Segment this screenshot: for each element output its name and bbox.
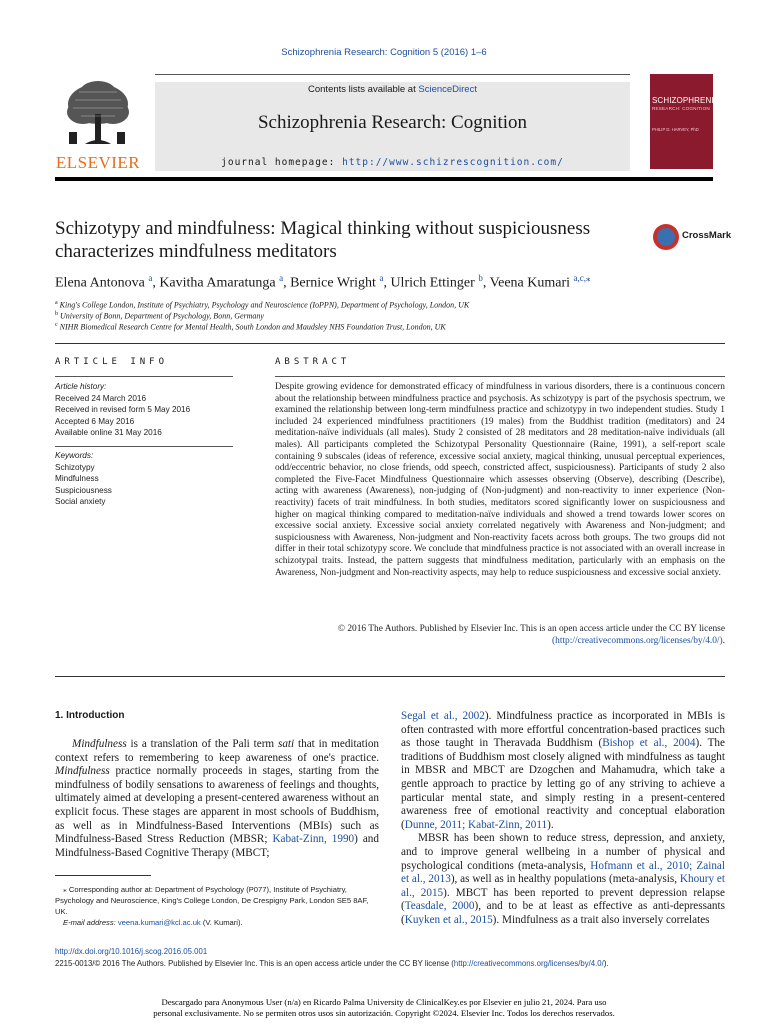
email-suffix: (V. Kumari). [200, 918, 243, 927]
affiliation-key: a [55, 300, 58, 306]
homepage-prefix: journal homepage: [221, 157, 343, 168]
abstract-copyright [275, 624, 725, 647]
footnote-email [55, 917, 379, 928]
license-footer [55, 959, 755, 968]
intro-right-column [401, 710, 725, 928]
article-title-line1: Schizotypy and mindfulness: Magical thinking without suspiciousness [55, 218, 591, 239]
doi-url[interactable]: http://dx.doi.org/10.1016/j.scog.2016.05.001 [55, 947, 208, 956]
citation-link[interactable]: Teasdale, 2000 [404, 900, 475, 913]
text-run: ), and to be at least as effective as anti-depressants ( [401, 900, 725, 926]
sciencedirect-link[interactable]: ScienceDirect [418, 84, 477, 95]
keywords-label: Keywords: [55, 451, 94, 460]
author-name: Kavitha Amaratunga [159, 275, 280, 291]
author-separator: , [482, 275, 490, 291]
author-affiliation-mark[interactable]: b [478, 273, 483, 283]
cover-title: SCHIZOPHRENIA [652, 96, 720, 105]
citation-link[interactable]: Bishop et al., 2004 [602, 737, 696, 750]
citation-link[interactable]: Kuyken et al., 2015 [404, 913, 493, 926]
author-affiliation-mark[interactable]: a [379, 273, 384, 283]
citation-link[interactable]: Segal et al., 2002 [401, 710, 485, 722]
section-rule-bottom [55, 676, 725, 677]
text-run: ). Mindfulness as a trait also inversely correlates [492, 913, 710, 926]
author-affiliation-mark[interactable]: a,c,⁎ [573, 273, 591, 283]
author-affiliation-mark[interactable]: a [148, 273, 153, 283]
section-rule-top [55, 343, 725, 344]
intro-paragraph [55, 738, 379, 860]
footnote-mark: ⁎ [63, 885, 67, 894]
license-link[interactable]: (http://creativecommons.org/licenses/by/4.0/) [552, 635, 723, 646]
abstract-text: Despite growing evidence for demonstrated efficacy of mindfulness in various disorders, there is a continuous concern about the relationship between mindfulness practice and psychosis. As schizotypy is part of the psychosis spectrum, we examined the relationship between long-term mindfulness practice and schizotypy in two independent studies. Study 1 included 24 experienced mindfulness practitioners (19 males) from the Buddhist tradition (meditators) and 24 meditation-naïve individuals (all males). Study 2 consisted of 28 meditators and 28 meditation-naïve individuals (all males). All participants completed the Schizotypal Personality Questionnaire (Raine, 1991), a self-report scale containing 9 subscales (ideas of reference, excessive social anxiety, magical thinking, unusual perceptual experiences, odd/eccentric behavior, no close friends, odd speech, constricted affect, suspiciousness). Participants of study 2 also completed the Five-Facet Mindfulness Questionnaire which assesses observing (Observe), describing (Describe), acting with awareness (Awareness), non-judging of (Non-judgment) and non-reactivity to inner experience (Non-reactivity) facets of trait mindfulness. In both studies, meditators scored significantly lower on suspiciousness and higher on magical thinking compared to meditation-naïve individuals and showed a trend towards lower scores on excessive social anxiety. Excessive social anxiety correlated negatively with Awareness and Non-judgment; and suspiciousness with Awareness, Non-judgment and Non-reactivity facets across both groups. The two groups did not differ in their total schizotypy score. We conclude that mindfulness practice is not associated with an overall increase in schizotypal traits. Instead, the pattern suggests that mindfulness meditation, particularly with an emphasis on the Awareness, Non-judgment and Non-reactivity aspects, may help to reduce suspiciousness and excessive social anxiety. [275, 382, 725, 578]
author-name: Veena Kumari [489, 275, 574, 291]
history-label: Article history: [55, 382, 107, 391]
keyword: Mindfulness [55, 474, 99, 483]
cover-subtitle: RESEARCH: COGNITION [652, 106, 710, 111]
author-list [55, 273, 715, 292]
text-run: that in meditation context refers to remembering to keep awareness of one's practice. [55, 738, 380, 764]
email-link[interactable]: veena.kumari@kcl.ac.uk [117, 918, 201, 927]
contents-prefix: Contents lists available at [308, 84, 419, 95]
license-footer-link[interactable]: http://creativecommons.org/licenses/by/4.0/ [453, 959, 604, 968]
affiliation-text: NIHR Biomedical Research Centre for Mental Health, South London and Maudsley NHS Foundation Trust, London, UK [59, 322, 446, 332]
citation-link[interactable]: Khoury et al., 2015 [401, 873, 725, 899]
elsevier-wordmark: ELSEVIER [55, 153, 141, 172]
header-rule [55, 177, 713, 181]
license-text-end: ). [603, 959, 609, 968]
keyword: Suspiciousness [55, 485, 112, 495]
author-separator: , [383, 275, 391, 291]
email-label: E-mail address: [63, 918, 118, 927]
contents-line [155, 84, 630, 95]
history-received: Received 24 March 2016 [55, 393, 147, 403]
text-run: ). [547, 818, 554, 831]
journal-cover-image[interactable] [650, 74, 720, 169]
affiliation-text: King's College London, Institute of Psychiatry, Psychology and Neuroscience (IoPPN), Department of Psychology, London, UK [59, 300, 470, 310]
affiliation-b [55, 311, 715, 321]
crossmark-label[interactable]: CrossMark [682, 230, 732, 241]
article-history [55, 381, 233, 439]
author-name: Ulrich Ettinger [390, 275, 479, 291]
intro-paragraph [401, 832, 725, 927]
corresponding-author-footnote [55, 884, 379, 928]
download-notice-line2: personal exclusivamente. No se permiten otros usos sin autorización. Copyright ©2024. Elsevier Inc. Todos los derechos reservados. [153, 1007, 615, 1018]
footnote-body: Corresponding author at: Department of Psychology (P077), Institute of Psychiatry, Psychology and Neuroscience, King's College London, De Crespigny Park, London SE5 8AF, UK. [55, 885, 369, 916]
italic-term: Mindfulness [55, 765, 110, 778]
doi-link[interactable] [55, 947, 207, 956]
license-text: 2215-0013/© 2016 The Authors. Published by Elsevier Inc. This is an open access article under the CC BY license ( [55, 959, 454, 968]
homepage-link[interactable]: http://www.schizrescognition.com/ [342, 157, 564, 168]
history-accepted: Accepted 6 May 2016 [55, 416, 135, 426]
keywords-rule [55, 446, 233, 447]
abstract-heading: ABSTRACT [275, 357, 351, 367]
history-revised: Received in revised form 5 May 2016 [55, 405, 191, 414]
footnote-rule [55, 875, 151, 876]
footnote-text [55, 884, 379, 917]
license-end: . [722, 635, 725, 646]
citation-link[interactable]: Dunne, 2011; Kabat-Zinn, 2011 [404, 818, 548, 831]
journal-title: Schizophrenia Research: Cognition [257, 112, 528, 133]
crossmark-icon-inner [657, 228, 675, 246]
text-run: ). The traditions of Buddhism most closely aligned with mindfulness as taught in MBSR and MBCT are Dzogchen and Mahamudra, which take a gentle approach to practice by letting go of any striving to achieve a particular mental state, and simply resting in a present-centered awareness free of emotional reactivity and conceptual elaboration ( [401, 737, 725, 831]
keyword: Schizotypy [55, 462, 95, 472]
intro-paragraph [401, 710, 725, 832]
text-run: practice normally proceeds in stages, starting from the mindfulness of bodily sensations to awareness of feelings and thoughts, ultimately aimed at developing a present-centered awareness without an explicit focus. These stages are apparent in most schools of Buddhism, as well as in Mindfulness-Based Interventions (MBIs) such as Mindfulness-Based Stress Reduction (MBSR; [55, 765, 379, 846]
affiliation-key: c [55, 322, 58, 328]
italic-term: Mindfulness [72, 738, 127, 750]
article-title [55, 217, 615, 263]
journal-homepage [155, 157, 630, 168]
download-notice [0, 997, 768, 1018]
text-run: ), as well as in healthy populations (meta-analysis, [450, 873, 680, 886]
affiliation-key: b [55, 311, 58, 317]
text-run: ) and Mindfulness-Based Cognitive Therapy (MBCT; [55, 833, 379, 859]
citation-link[interactable]: Hofmann et al., 2010; Zainal et al., 2013 [401, 859, 725, 886]
article-info-rule [55, 376, 233, 377]
author-name: Elena Antonova [55, 275, 149, 291]
article-title-line2: characterizes mindfulness meditators [55, 241, 337, 262]
affiliation-c [55, 322, 715, 332]
author-separator: , [283, 275, 291, 291]
affiliation-a [55, 300, 715, 310]
copyright-text: © 2016 The Authors. Published by Elsevier Inc. This is an open access article under the CC BY license [337, 624, 725, 634]
author-separator: , [152, 275, 160, 291]
banner-top-rule [155, 74, 630, 75]
text-run: is a translation of the Pali term [126, 738, 278, 750]
article-info-heading: ARTICLE INFO [55, 357, 169, 367]
cover-editor: PHILIP D. HARVEY, PhD [652, 127, 699, 132]
journal-reference[interactable]: Schizophrenia Research: Cognition 5 (2016) 1–6 [281, 47, 487, 58]
abstract-rule [275, 376, 725, 377]
text-run: ). Mindfulness practice as incorporated in MBIs is often contrasted with more effortful concentration-based practices such as those taught in Theravada Buddhism ( [401, 710, 725, 750]
author-affiliation-mark[interactable]: a [279, 273, 284, 283]
text-run: MBSR has been shown to reduce stress, depression, and anxiety, and to improve general wellbeing in a number of physical and psychological conditions (meta-analysis, [401, 832, 725, 872]
intro-left-column [55, 738, 379, 860]
keywords [55, 450, 233, 508]
citation-link[interactable]: Kabat-Zinn, 1990 [272, 833, 355, 846]
section-heading-introduction: 1. Introduction [55, 710, 125, 721]
author-name: Bernice Wright [290, 275, 380, 291]
affiliation-text: University of Bonn, Department of Psychology, Bonn, Germany [60, 311, 264, 321]
text-run: ). MBCT has been reported to prevent depression relapse ( [401, 886, 725, 913]
keyword: Social anxiety [55, 497, 106, 506]
download-notice-line1: Descargado para Anonymous User (n/a) en Ricardo Palma University de ClinicalKey.es por Elsevier en julio 21, 2024. Para uso [161, 997, 607, 1007]
italic-term: sati [277, 738, 295, 750]
history-online: Available online 31 May 2016 [55, 428, 162, 437]
